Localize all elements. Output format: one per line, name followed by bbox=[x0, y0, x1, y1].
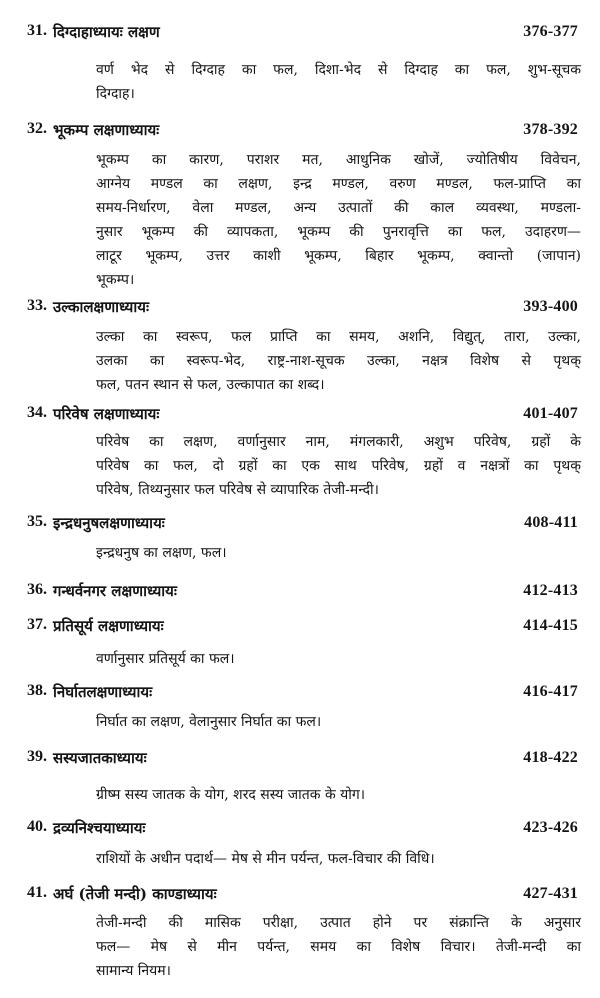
toc-entry-37-heading bbox=[27, 614, 578, 638]
page-range: 401-407 bbox=[523, 405, 578, 422]
toc-entry-39-description bbox=[96, 783, 581, 807]
page-range: 414-415 bbox=[523, 617, 578, 634]
toc-entry-33-heading bbox=[27, 295, 578, 319]
description-line: परिवेष का लक्षण, वर्णानुसार नाम, मंगलकारी, अशुभ परिवेष, ग्रहों के bbox=[96, 434, 581, 450]
description-line: निर्घात का लक्षण, वेलानुसार निर्घात का फल। bbox=[96, 714, 322, 730]
description-line: दिग्दाह। bbox=[96, 86, 135, 102]
toc-entry-32-description bbox=[96, 148, 581, 292]
chapter-title: उल्कालक्षणाध्यायः bbox=[53, 298, 150, 316]
description-line: समय-निर्धारण, वेला मण्डल, अन्य उत्पातों की काल व्यवस्था, मण्डला- bbox=[96, 200, 581, 216]
description-line: तेजी-मन्दी की मासिक परीक्षा, उत्पात होने पर संक्रान्ति के अनुसार bbox=[96, 915, 581, 931]
description-line: फल— मेष से मीन पर्यन्त, समय का विशेष विचार। तेजी-मन्दी का bbox=[96, 939, 581, 955]
chapter-title: इन्द्रधनुषलक्षणाध्यायः bbox=[53, 514, 165, 532]
description-line: परिवेष, तिथ्यनुसार फल परिवेष से व्यापारिक तेजी-मन्दी। bbox=[96, 482, 379, 498]
description-line: उल्का का स्वरूप, फल प्राप्ति का समय, अशनि, विद्युत्, तारा, उल्का, bbox=[96, 329, 581, 345]
chapter-number: 31. bbox=[27, 22, 47, 39]
chapter-number: 41. bbox=[27, 884, 47, 901]
toc-entry-41-description bbox=[96, 911, 581, 983]
description-line: उलका का स्वरूप-भेद, राष्ट्र-नाश-सूचक उल्का, नक्षत्र विशेष से पृथक् bbox=[96, 353, 581, 369]
chapter-number: 36. bbox=[27, 581, 47, 598]
description-line: नुसार भूकम्प की व्यापकता, भूकम्प की पुनरावृत्ति का फल, उदाहरण— bbox=[96, 224, 581, 240]
toc-entry-41-heading bbox=[27, 882, 578, 906]
toc-entry-38-heading bbox=[27, 680, 578, 704]
page-range: 412-413 bbox=[523, 582, 578, 599]
toc-entry-35-description bbox=[96, 541, 581, 565]
description-line: परिवेष का फल, दो ग्रहों का एक साथ परिवेष, ग्रहों व नक्षत्रों का पृथक् bbox=[96, 458, 581, 474]
toc-entry-36-heading bbox=[27, 579, 578, 603]
chapter-number: 37. bbox=[27, 616, 47, 633]
chapter-number: 34. bbox=[27, 404, 47, 421]
toc-entry-37-description bbox=[96, 647, 581, 671]
page-range: 376-377 bbox=[523, 23, 578, 40]
chapter-title: दिग्दाहाध्यायः लक्षण bbox=[53, 23, 160, 41]
description-line: आग्नेय मण्डल का लक्षण, इन्द्र मण्डल, वरुण मण्डल, फल-प्राप्ति का bbox=[96, 176, 581, 192]
description-line: इन्द्रधनुष का लक्षण, फल। bbox=[96, 545, 227, 561]
toc-entry-40-heading bbox=[27, 816, 578, 840]
chapter-number: 35. bbox=[27, 513, 47, 530]
toc-entry-34-description bbox=[96, 430, 581, 502]
chapter-title: अर्घ (तेजी मन्दी) काण्डाध्यायः bbox=[53, 885, 217, 903]
toc-entry-40-description bbox=[96, 847, 581, 871]
chapter-number: 33. bbox=[27, 297, 47, 314]
chapter-number: 38. bbox=[27, 682, 47, 699]
description-line: वर्ण भेद से दिग्दाह का फल, दिशा-भेद से दिग्दाह का फल, शुभ-सूचक bbox=[96, 62, 581, 78]
page-range: 408-411 bbox=[524, 514, 578, 531]
page-range: 423-426 bbox=[523, 819, 578, 836]
toc-entry-39-heading bbox=[27, 746, 578, 770]
page-range: 416-417 bbox=[523, 683, 578, 700]
chapter-number: 40. bbox=[27, 818, 47, 835]
description-line: राशियों के अधीन पदार्थ— मेष से मीन पर्यन्त, फल-विचार की विधि। bbox=[96, 851, 435, 867]
chapter-title: सस्यजातकाध्यायः bbox=[53, 749, 147, 767]
chapter-title: परिवेष लक्षणाध्यायः bbox=[53, 405, 160, 423]
description-line: फल, पतन स्थान से फल, उल्कापात का शब्द। bbox=[96, 377, 325, 393]
description-line: भूकम्प का कारण, पराशर मत, आधुनिक खोजें, ज्योतिषीय विवेचन, bbox=[96, 152, 581, 168]
page-range: 418-422 bbox=[523, 749, 578, 766]
chapter-title: द्रव्यनिश्चयाध्यायः bbox=[53, 819, 146, 837]
page-range: 427-431 bbox=[523, 885, 578, 902]
chapter-title: गन्धर्वनगर लक्षणाध्यायः bbox=[53, 582, 177, 600]
chapter-title: निर्घातलक्षणाध्यायः bbox=[53, 683, 153, 701]
toc-entry-32-heading bbox=[27, 118, 578, 142]
chapter-number: 39. bbox=[27, 748, 47, 765]
description-line: लाटूर भूकम्प, उत्तर काशी भूकम्प, बिहार भूकम्प, क्वान्तो (जापान) bbox=[96, 248, 581, 264]
description-line: ग्रीष्म सस्य जातक के योग, शरद सस्य जातक के योग। bbox=[96, 787, 366, 803]
page-range: 378-392 bbox=[523, 121, 578, 138]
toc-entry-31-heading bbox=[27, 20, 578, 44]
toc-entry-38-description bbox=[96, 710, 581, 734]
chapter-title: प्रतिसूर्य लक्षणाध्यायः bbox=[53, 617, 164, 635]
description-line: भूकम्प। bbox=[96, 272, 135, 288]
chapter-number: 32. bbox=[27, 120, 47, 137]
toc-entry-34-heading bbox=[27, 402, 578, 426]
chapter-title: भूकम्प लक्षणाध्यायः bbox=[53, 121, 160, 139]
toc-entry-35-heading bbox=[27, 511, 578, 535]
page-range: 393-400 bbox=[523, 298, 578, 315]
description-line: सामान्य नियम। bbox=[96, 963, 171, 979]
toc-entry-33-description bbox=[96, 325, 581, 397]
description-line: वर्णानुसार प्रतिसूर्य का फल। bbox=[96, 651, 235, 667]
toc-entry-31-description bbox=[96, 58, 581, 106]
